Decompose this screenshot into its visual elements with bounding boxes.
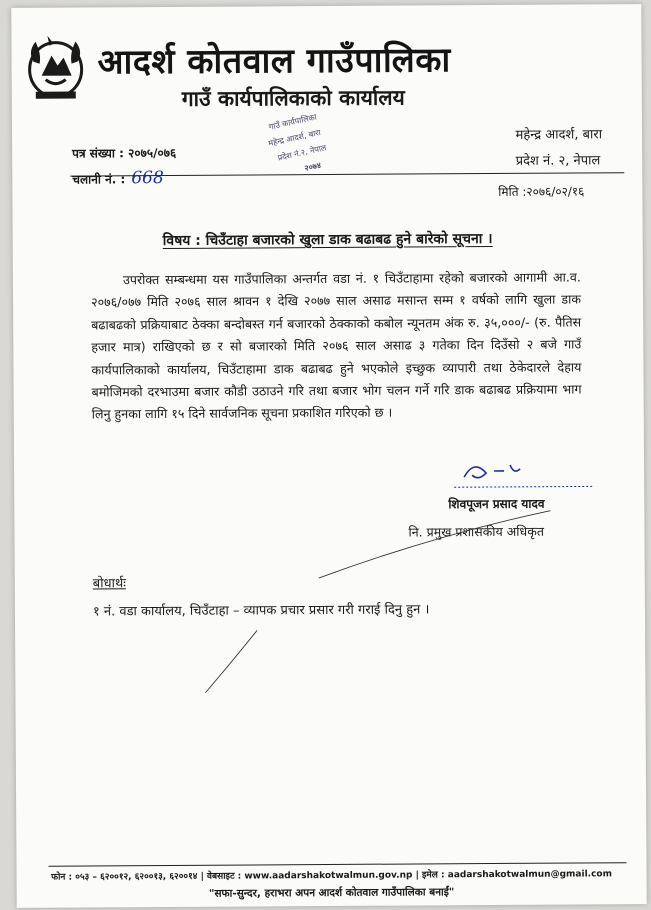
stamp-line-1: गाउँ कार्यपालिका [268,112,318,132]
office-subtitle: गाउँ कार्यपालिकाको कार्यालय [181,84,405,111]
letter-number: पत्र संख्या : २०७५/०७६ [72,145,177,161]
letter-reference [72,141,176,193]
address-line-1: महेन्द्र आदर्श, बारा [515,127,603,143]
nepal-emblem-logo [23,31,87,103]
notice-body [91,266,582,426]
letter-date: मिति :२०७६/०२/१६ [498,184,585,199]
subject-line [13,228,643,251]
stamp-line-3: प्रदेश नं.२, नेपाल [276,143,328,163]
dispatch-number-row [72,166,176,193]
signatory-name: शिवपूजन प्रसाद यादव [448,496,545,512]
cc-recipient: १ नं. वडा कार्यालय, चिउँटाहा – व्यापक प्रचार प्रसार गरी गराई दिनु हुन । [92,602,430,620]
municipality-title: आदर्श कोतवाल गाउँपालिका [97,40,451,83]
pen-stroke-lower [201,626,261,696]
dispatch-number: 668 [131,168,164,189]
handwritten-signature [434,450,624,501]
stamp-line-4: २०७४ [303,160,322,173]
letter-page [11,4,646,908]
office-address [515,122,602,175]
signatory-title: नि. प्रमुख प्रशासकीय अधिकृत [408,523,544,540]
body-paragraph: उपरोक्त सम्बन्धमा यस गाउँपालिका अन्तर्गत वडा नं. १ चिउँटाहामा रहेको बजारको आगामी आ.व. २०७६/०७७ मिति २०७६ साल श्रावन १ देखि २०७७ साल असाढ मसान्त सम्म १ वर्षको लागि खुला डाक बढाबढको प्रक्रियाबाट ठेक्का बन्दोबस्त गर्न बजारको ठेक्काको कबोल न्यूनतम अंक रु. ३५,०००/- (रु. पैतिस हजार मात्र) राखिएको छ र सो बजारको मिति २०७६ साल असाढ ३ गतेका दिन दिउँसो २ बजे गाउँ कार्यपालिकाको कार्यालय, चिउँटाहामा डाक बढाबढ हुने भएकोले इच्छुक व्यापारी तथा ठेकेदारले देहाय बमोजिमको दरभाउमा बजार कौडी उठाउने गरि तथा बजार भोग चलन गर्ने गरि डाक बढाबढ प्रक्रियामा भाग लिनु हुनका लागि १५ दिने सार्वजनिक सूचना प्रकाशित गरिएको छ । [91,269,582,422]
footer-slogan: "सफा-सुन्दर, हराभरा अपन आदर्श कोतवाल गाउँपालिका बनाईं" [208,886,455,900]
footer-contact: फोन : ०५३ – ६२००१२, ६२००१३, ६२००१४ | वेबसाइट : www.aadarshakotwalmun.gov.np | इमेल : aadarshakotwalmun@gmail.com [51,869,612,883]
cc-label: बोधार्थः [92,576,126,592]
dispatch-label: चलानी नं. : [72,172,126,187]
stamp-line-2: महेन्द्र आदर्श, बारा [267,127,322,149]
pen-stroke [314,505,554,586]
address-line-2: प्रदेश नं. २, नेपाल [515,153,601,169]
subject-text: विषय : चिउँटाहा बजारको खुला डाक बढाबढ हुने बारेको सूचना । [162,230,493,250]
